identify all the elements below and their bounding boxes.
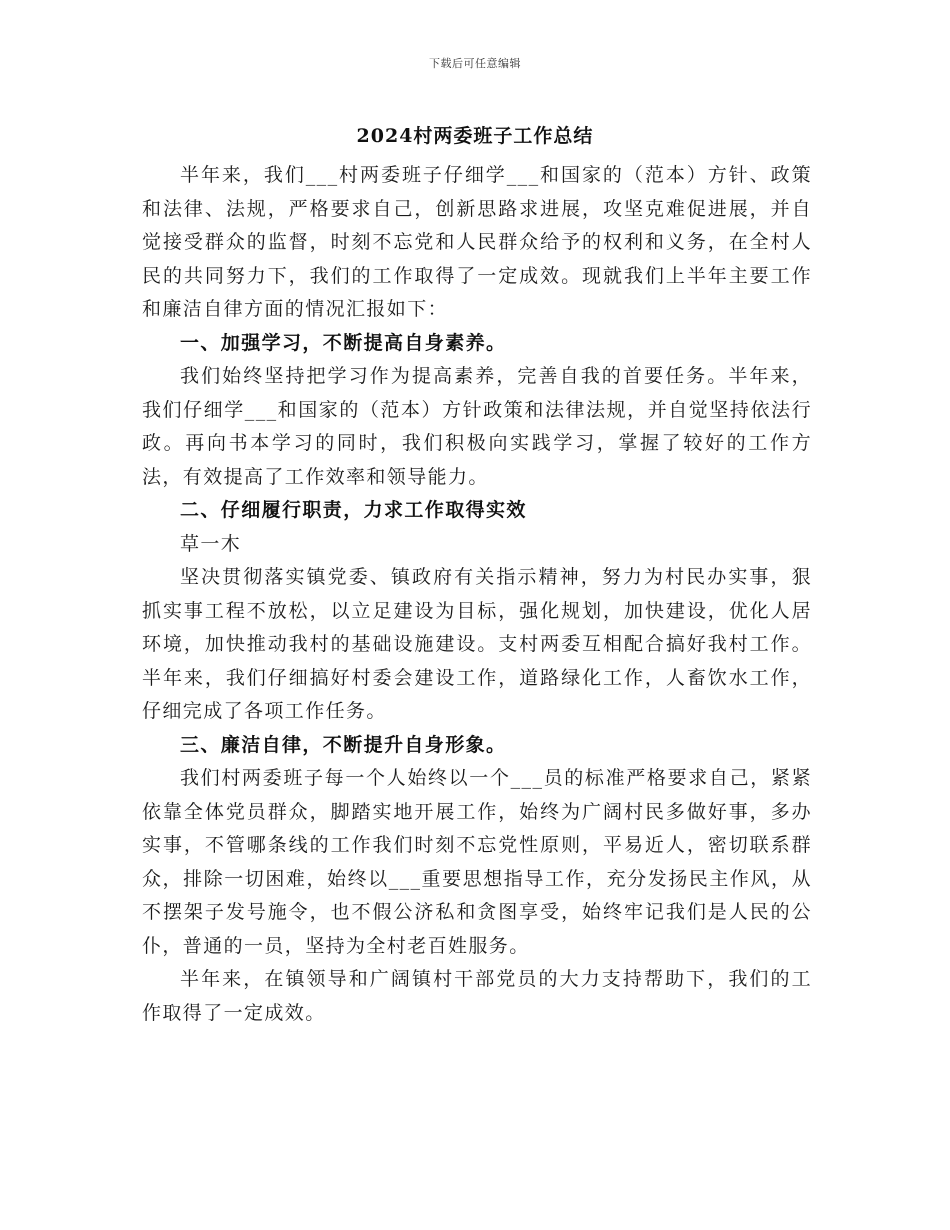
- document-title: 2024村两委班子工作总结: [356, 125, 594, 147]
- section-heading-1: 一、加强学习，不断提高自身素养。: [180, 331, 507, 354]
- paragraph-intro: 半年来，我们___村两委班子仔细学___和国家的（范本）方针、政策和法律、法规，严格要求自己，创新思路求进展，攻坚克难促进展，并自觉接受群众的监督，时刻不忘党和人民群众给予的权利和义务，在全村人民的共同努力下，我们的工作取得了一定成效。现就我们上半年主要工作和廉洁自律方面的情况汇报如下：: [142, 164, 812, 320]
- document-body: [142, 159, 812, 1030]
- paragraph-study: 我们始终坚持把学习作为提高素养，完善自我的首要任务。半年来，我们仔细学___和国家的（范本）方针政策和法律法规，并自觉坚持依法行政。再向书本学习的同时，我们积极向实践学习，掌握了较好的工作方法，有效提高了工作效率和领导能力。: [142, 365, 812, 488]
- paragraph-conclusion: 半年来，在镇领导和广阔镇村干部党员的大力支持帮助下，我们的工作取得了一定成效。: [142, 968, 812, 1024]
- paragraph-integrity: 我们村两委班子每一个人始终以一个___员的标准严格要求自己，紧紧依靠全体党员群众，脚踏实地开展工作，始终为广阔村民多做好事，多办实事，不管哪条线的工作我们时刻不忘党性原则，平易近人，密切联系群众，排除一切困难，始终以___重要思想指导工作，充分发扬民主作风，从不摆架子发号施令，也不假公济私和贪图享受，始终牢记我们是人民的公仆，普通的一员，坚持为全村老百姓服务。: [142, 767, 812, 957]
- paragraph-duties: 坚决贯彻落实镇党委、镇政府有关指示精神，努力为村民办实事，狠抓实事工程不放松，以立足建设为目标，强化规划，加快建设，优化人居环境，加快推动我村的基础设施建设。支村两委互相配合搞好我村工作。半年来，我们仔细搞好村委会建设工作，道路绿化工作，人畜饮水工作，仔细完成了各项工作任务。: [142, 566, 812, 722]
- section-heading-2: 二、仔细履行职责，力求工作取得实效: [180, 499, 527, 521]
- section-heading-3: 三、廉洁自律，不断提升自身形象。: [180, 733, 507, 756]
- paragraph-fragment: 草一木: [180, 532, 242, 555]
- header-note: 下载后可任意编辑: [429, 57, 521, 70]
